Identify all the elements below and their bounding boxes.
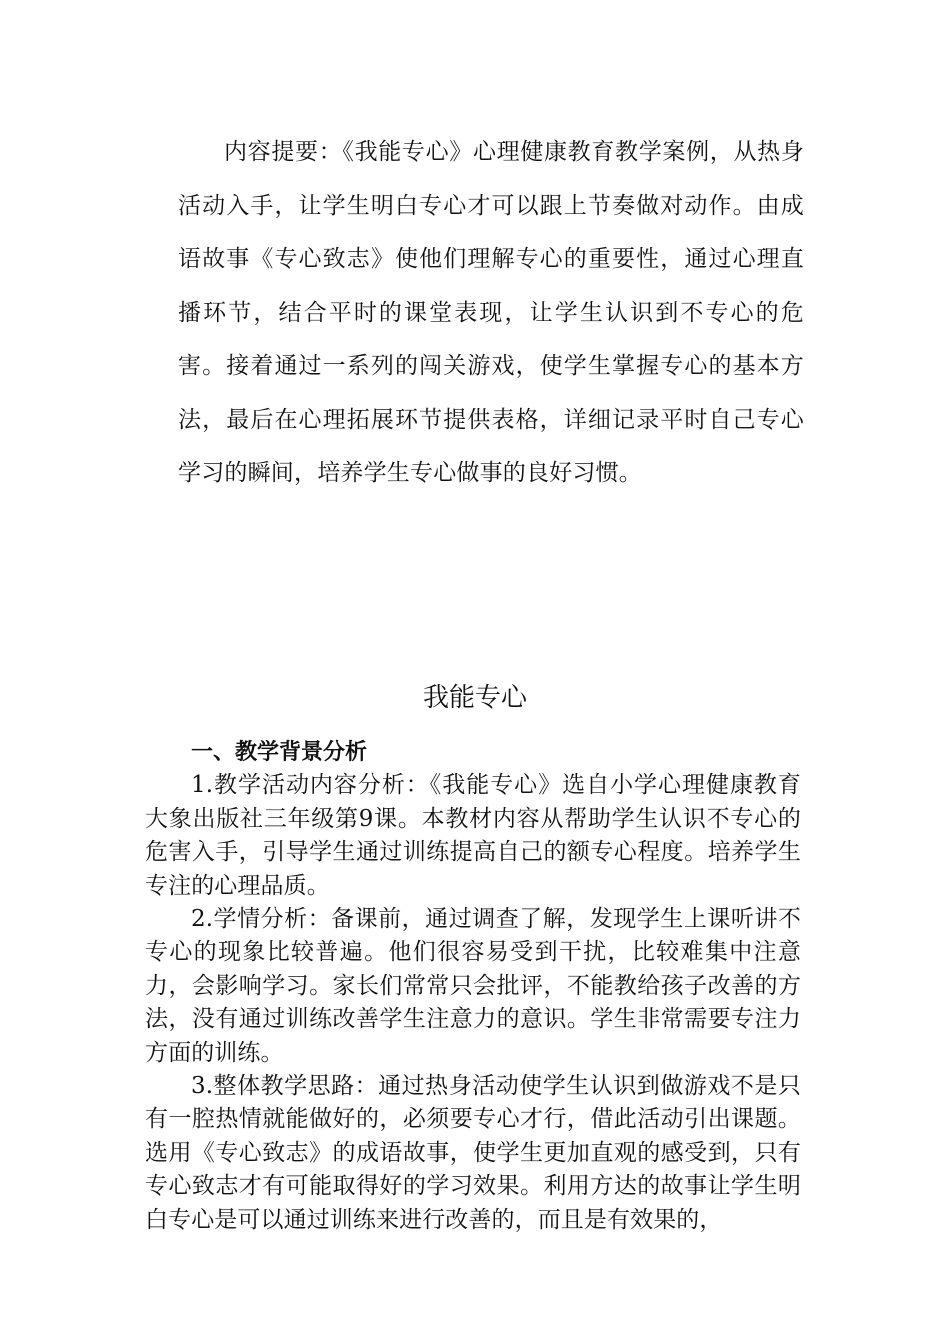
section-heading-background-analysis: 一、教学背景分析 [191,740,368,765]
paragraph-teaching-approach: 3.整体教学思路：通过热身活动使学生认识到做游戏不是只有一腔热情就能做好的，必须要专心才行，借此活动引出课题。选用《专心致志》的成语故事，使学生更加直观的感受到，只有专心致志才有可能取得好的学习效果。利用方达的故事让学生明白专心是可以通过训练来进行改善的，而且是有效果的， [145,1073,801,1233]
content-summary: 内容提要：《我能专心》心理健康教育教学案例，从热身活动入手，让学生明白专心才可以跟上节奏做对动作。由成语故事《专心致志》使他们理解专心的重要性，通过心理直播环节，结合平时的课堂表现，让学生认识到不专心的危害。接着通过一系列的闯关游戏，使学生掌握专心的基本方法，最后在心理拓展环节提供表格，详细记录平时自己专心学习的瞬间，培养学生专心做事的良好习惯。 [178,139,804,486]
paragraph-content-analysis: 1.教学活动内容分析：《我能专心》选自小学心理健康教育大象出版社三年级第9课。本教材内容从帮助学生认识不专心的危害入手，引导学生通过训练提高自己的额专心程度。培养学生专注的心理品质。 [145,772,801,899]
paragraph-learner-analysis: 2.学情分析：备课前，通过调查了解，发现学生上课听讲不专心的现象比较普遍。他们很容易受到干扰，比较难集中注意力，会影响学习。家长们常常只会批评，不能教给孩子改善的方法，没有通过训练改善学生注意力的意识。学生非常需要专注力方面的训练。 [145,906,801,1066]
document-title: 我能专心 [422,683,527,713]
document-body [145,736,801,1237]
